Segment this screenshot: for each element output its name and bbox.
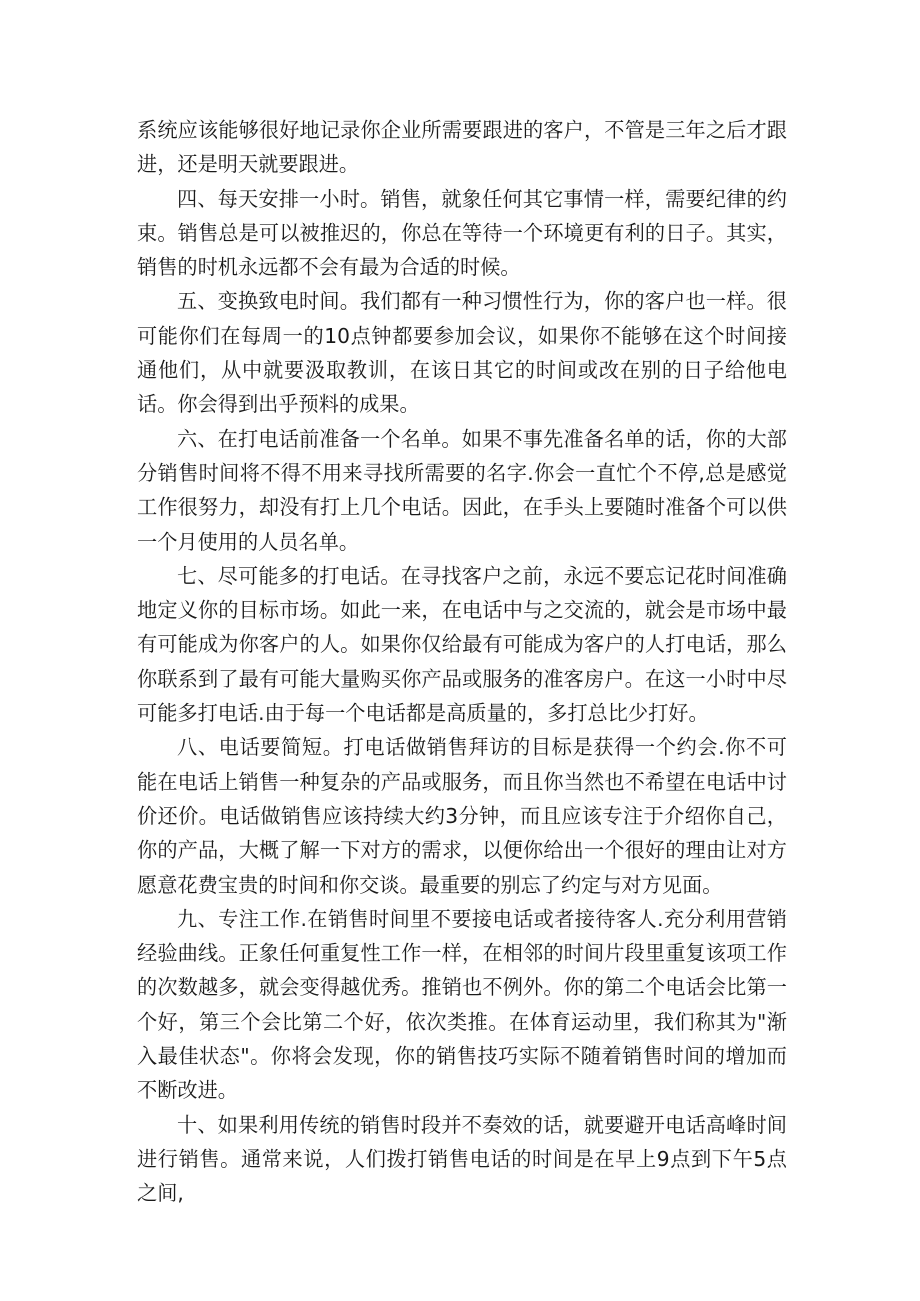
paragraph-9: 九、专注工作.在销售时间里不要接电话或者接待客人.充分利用营销经验曲线。正象任何重复性工作一样，在相邻的时间片段里重复该项工作的次数越多，就会变得越优秀。推销也不例外。你的第二个电话会比第一个好，第三个会比第二个好，依次类推。在体育运动里，我们称其为"渐入最佳状态"。你将会发现，你的销售技巧实际不随着销售时间的增加而不断改进。: [137, 906, 787, 1103]
paragraph-8: 八、电话要简短。打电话做销售拜访的目标是获得一个约会.你不可能在电话上销售一种复杂的产品或服务，而且你当然也不希望在电话中讨价还价。电话做销售应该持续大约3分钟，而且应该专注于介绍你自己，你的产品，大概了解一下对方的需求，以便你给出一个很好的理由让对方愿意花费宝贵的时间和你交谈。最重要的别忘了约定与对方见面。: [137, 735, 787, 897]
paragraph-10: 十、如果利用传统的销售时段并不奏效的话，就要避开电话高峰时间进行销售。通常来说，人们拨打销售电话的时间是在早上9点到下午5点之间,: [137, 1112, 787, 1206]
paragraph-continuation: 系统应该能够很好地记录你企业所需要跟进的客户，不管是三年之后才跟进，还是明天就要跟进。: [137, 118, 787, 177]
paragraph-5: 五、变换致电时间。我们都有一种习惯性行为，你的客户也一样。很可能你们在每周一的10点钟都要参加会议，如果你不能够在这个时间接通他们，从中就要汲取教训，在该日其它的时间或改在别的日子给他电话。你会得到出乎预料的成果。: [137, 289, 787, 417]
paragraph-4: 四、每天安排一小时。销售，就象任何其它事情一样，需要纪律的约束。销售总是可以被推迟的，你总在等待一个环境更有利的日子。其实，销售的时机永远都不会有最为合适的时候。: [137, 186, 787, 280]
document-body: [137, 113, 787, 1211]
paragraph-6: 六、在打电话前准备一个名单。如果不事先准备名单的话，你的大部分销售时间将不得不用来寻找所需要的名字.你会一直忙个不停,总是感觉工作很努力，却没有打上几个电话。因此，在手头上要随时准备个可以供一个月使用的人员名单。: [137, 426, 787, 554]
paragraph-7: 七、尽可能多的打电话。在寻找客户之前，永远不要忘记花时间准确地定义你的目标市场。如此一来，在电话中与之交流的，就会是市场中最有可能成为你客户的人。如果你仅给最有可能成为客户的人打电话，那么你联系到了最有可能大量购买你产品或服务的准客房户。在这一小时中尽可能多打电话.由于每一个电话都是高质量的，多打总比少打好。: [137, 563, 787, 726]
